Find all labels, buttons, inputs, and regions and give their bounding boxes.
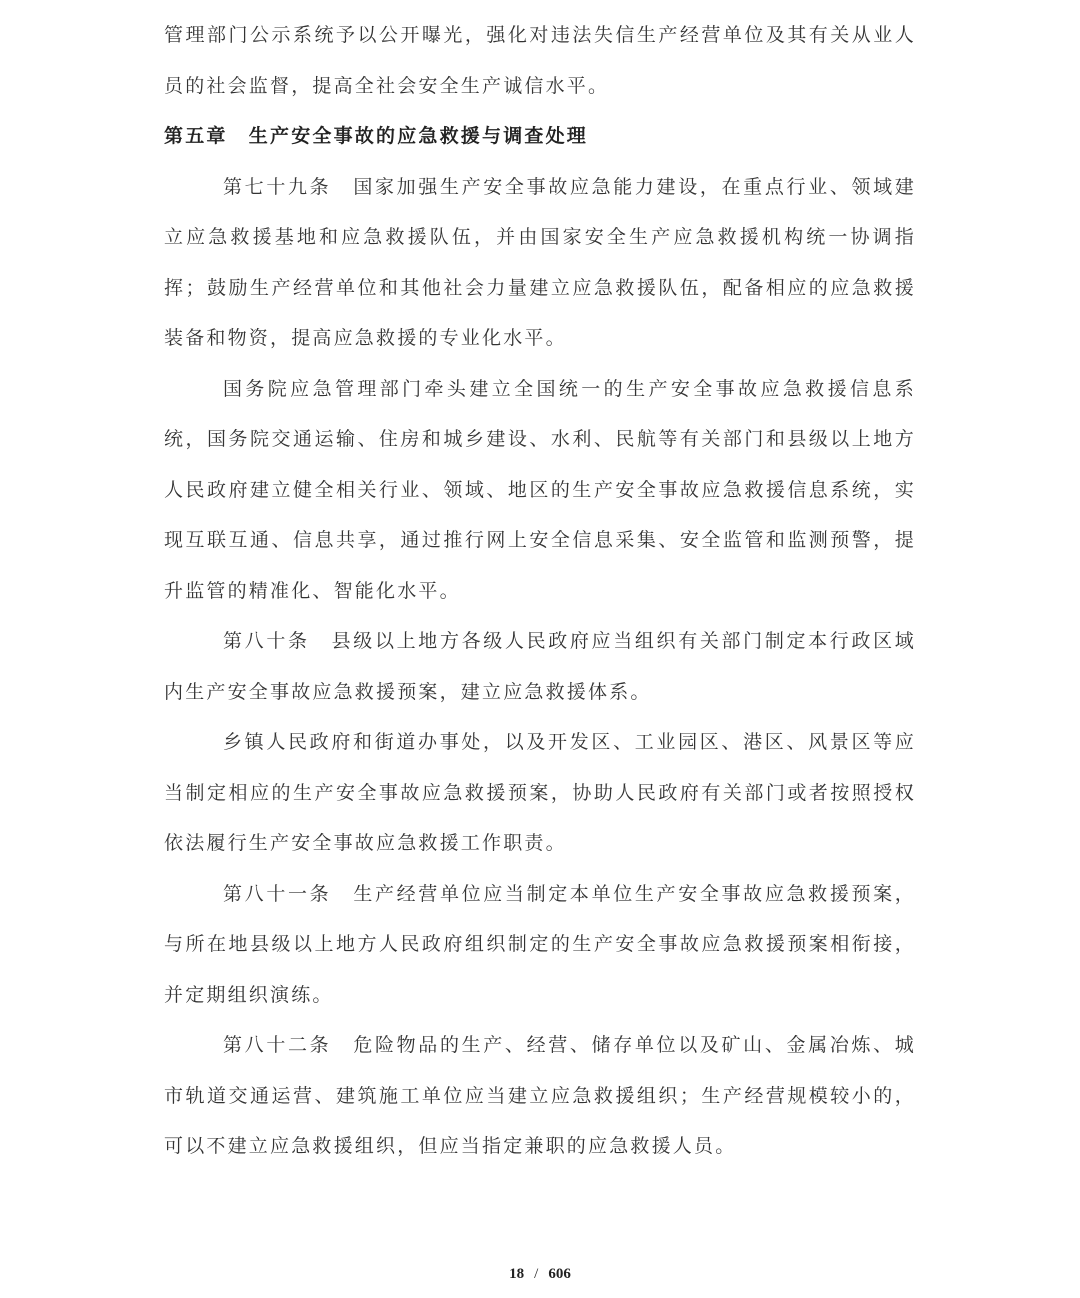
article-82-paragraph-1: [164, 1020, 916, 1172]
article-number: 第八十二条: [223, 1034, 332, 1056]
article-80-paragraph-2: 乡镇人民政府和街道办事处，以及开发区、工业园区、港区、风景区等应当制定相应的生产安全事故应急救援预案，协助人民政府有关部门或者按照授权依法履行生产安全事故应急救援工作职责。: [164, 731, 916, 854]
article-79-paragraph-2: 国务院应急管理部门牵头建立全国统一的生产安全事故应急救援信息系统，国务院交通运输、住房和城乡建设、水利、民航等有关部门和县级以上地方人民政府建立健全相关行业、领域、地区的生产安全事故应急救援信息系统，实现互联互通、信息共享，通过推行网上安全信息采集、安全监管和监测预警，提升监管的精准化、智能化水平。: [164, 377, 916, 602]
article-81-paragraph-1: [164, 869, 916, 1021]
article-text: 国家加强生产安全事故应急能力建设，在重点行业、领域建立应急救援基地和应急救援队伍，并由国家安全生产应急救援机构统一协调指挥；鼓励生产经营单位和其他社会力量建立应急救援队伍，配备相应的应急救援装备和物资，提高应急救援的专业化水平。: [164, 175, 916, 349]
body-text: [164, 10, 916, 1172]
article-text: 县级以上地方各级人民政府应当组织有关部门制定本行政区域内生产安全事故应急救援预案，建立应急救援体系。: [164, 630, 916, 703]
article-text: 危险物品的生产、经营、储存单位以及矿山、金属冶炼、城市轨道交通运营、建筑施工单位应当建立应急救援组织；生产经营规模较小的，可以不建立应急救援组织，但应当指定兼职的应急救援人员。: [164, 1034, 916, 1157]
article-79-paragraph-1: [164, 162, 916, 364]
page-separator: /: [534, 1266, 539, 1282]
total-page-count: 606: [548, 1266, 571, 1282]
document-page: [164, 10, 916, 1172]
chapter-title: 第五章 生产安全事故的应急救援与调查处理: [164, 125, 589, 147]
article-number: 第八十条: [223, 630, 310, 652]
article-80-paragraph-1: [164, 616, 916, 717]
current-page-number: 18: [509, 1266, 525, 1282]
article-text: 生产经营单位应当制定本单位生产安全事故应急救援预案，与所在地县级以上地方人民政府组织制定的生产安全事故应急救援预案相衔接，并定期组织演练。: [164, 882, 916, 1006]
page-footer: [0, 1266, 1080, 1283]
article-number: 第七十九条: [223, 175, 332, 198]
article-number: 第八十一条: [223, 882, 332, 905]
continued-paragraph: 管理部门公示系统予以公开曝光，强化对违法失信生产经营单位及其有关从业人员的社会监督，提高全社会安全生产诚信水平。: [164, 24, 916, 97]
